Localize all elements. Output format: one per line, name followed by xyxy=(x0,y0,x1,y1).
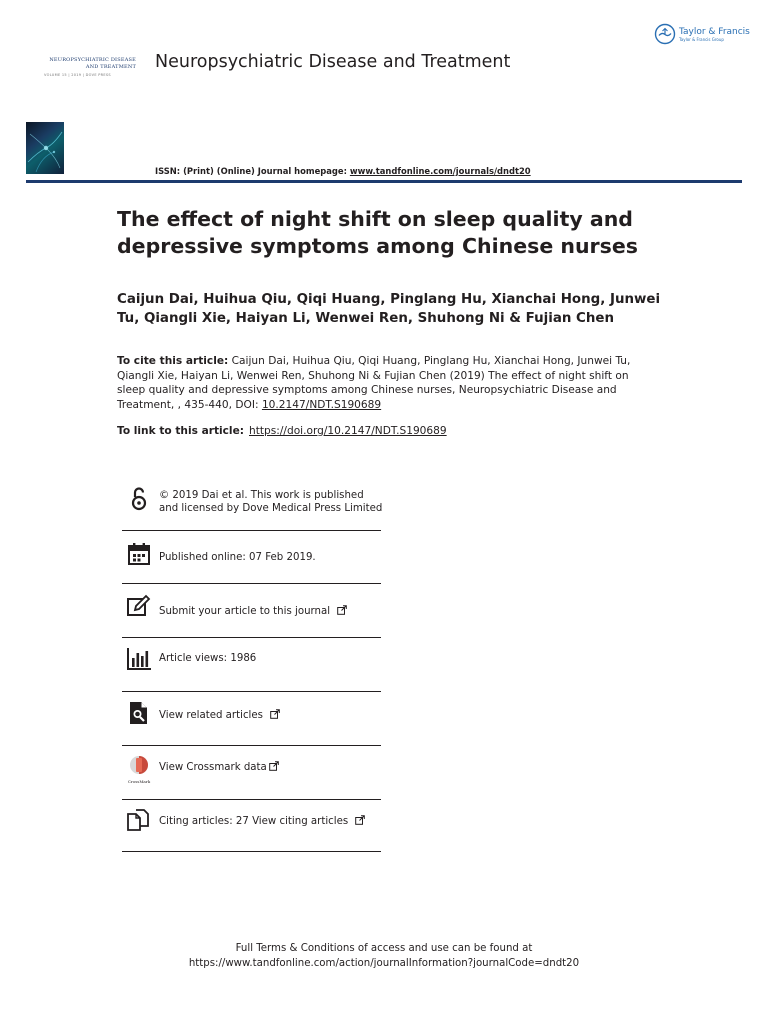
related-articles-label: View related articles xyxy=(159,710,263,721)
article-authors: Caijun Dai, Huihua Qiu, Qiqi Huang, Pinglang Hu, Xianchai Hong, Junwei Tu, Qiangli Xie, Haiyan Li, Wenwei Ren, Shuhong Ni & Fujian Chen xyxy=(117,292,661,326)
cover-neuron-graphic xyxy=(26,122,64,174)
open-access-icon xyxy=(126,486,152,512)
publisher-circle-icon xyxy=(654,23,676,45)
article-info-list xyxy=(122,478,381,852)
citation-block xyxy=(117,354,657,412)
submit-row[interactable] xyxy=(122,584,381,638)
doi-link[interactable]: 10.2147/NDT.S190689 xyxy=(261,398,382,411)
journal-cover-image xyxy=(26,122,64,174)
submit-article-label: Submit your article to this journal xyxy=(159,606,331,617)
footer-line1: Full Terms & Conditions of access and use can be found at xyxy=(235,943,533,954)
published-date: Published online: 07 Feb 2019. xyxy=(159,552,316,564)
citing-row[interactable] xyxy=(122,800,381,852)
citing-articles-label: Citing articles: 27 View citing articles xyxy=(159,816,349,827)
terms-footer xyxy=(0,942,768,972)
crossmark-link[interactable] xyxy=(159,761,279,775)
edit-icon xyxy=(126,594,152,620)
journal-logo xyxy=(44,57,136,77)
cite-text: Caijun Dai, Huihua Qiu, Qiqi Huang, Pinglang Hu, Xianchai Hong, Junwei Tu, Qiangli Xie, Haiyan Li, Wenwei Ren, Shuhong Ni & Fujian Chen (2019) The effect of night shift on sleep quality and depressive symptoms among Chinese nurses, Neuropsychiatric Disease and Treatment, , 435-440, DOI: xyxy=(117,355,631,411)
related-articles-link[interactable] xyxy=(159,709,280,723)
publisher-logo[interactable] xyxy=(654,23,750,45)
related-row[interactable] xyxy=(122,692,381,746)
citing-articles-icon xyxy=(126,808,152,834)
article-url-link[interactable]: https://doi.org/10.2147/NDT.S190689 xyxy=(249,425,447,437)
publisher-name: Taylor & Francis xyxy=(679,26,750,37)
external-link-icon xyxy=(337,605,347,615)
crossmark-logo-text: CrossMark xyxy=(127,779,151,784)
crossmark-row[interactable] xyxy=(122,746,381,800)
bar-chart-icon xyxy=(126,646,152,672)
publisher-subname: Taylor & Francis Group xyxy=(679,36,724,42)
calendar-icon xyxy=(126,541,152,567)
crossmark-icon xyxy=(126,755,152,775)
article-title: The effect of night shift on sleep quality and depressive symptoms among Chinese nurses xyxy=(117,207,638,258)
related-articles-icon xyxy=(126,700,152,726)
external-link-icon xyxy=(269,761,279,771)
article-link-block xyxy=(117,424,657,438)
external-link-icon xyxy=(270,709,280,719)
issn-text: ISSN: (Print) (Online) Journal homepage: xyxy=(155,166,350,176)
issn-line xyxy=(155,166,531,176)
article-views: Article views: 1986 xyxy=(159,653,257,664)
footer-terms-url[interactable]: https://www.tandfonline.com/action/journalInformation?journalCode=dndt20 xyxy=(188,957,580,969)
journal-homepage-link[interactable]: www.tandfonline.com/journals/dndt20 xyxy=(349,166,531,176)
submit-article-link[interactable] xyxy=(159,605,347,619)
crossmark-label: View Crossmark data xyxy=(159,762,267,773)
license-row xyxy=(122,478,381,531)
crossmark-logo xyxy=(126,755,152,783)
license-text: © 2019 Dai et al. This work is published and licensed by Dove Medical Press Limited xyxy=(159,490,383,514)
journal-logo-line1: NEUROPSYCHIATRIC DISEASE xyxy=(49,57,136,63)
link-label: To link to this article: xyxy=(117,425,244,437)
published-row xyxy=(122,531,381,584)
journal-logo-line3: VOLUME 15 | 2019 | DOVE PRESS xyxy=(44,73,111,77)
journal-logo-line2: AND TREATMENT xyxy=(85,64,136,70)
header-divider xyxy=(26,180,742,183)
external-link-icon xyxy=(355,815,365,825)
journal-title: Neuropsychiatric Disease and Treatment xyxy=(155,52,511,72)
citing-articles-link[interactable] xyxy=(159,815,365,829)
cite-label: To cite this article: xyxy=(117,355,229,367)
views-row xyxy=(122,638,381,692)
